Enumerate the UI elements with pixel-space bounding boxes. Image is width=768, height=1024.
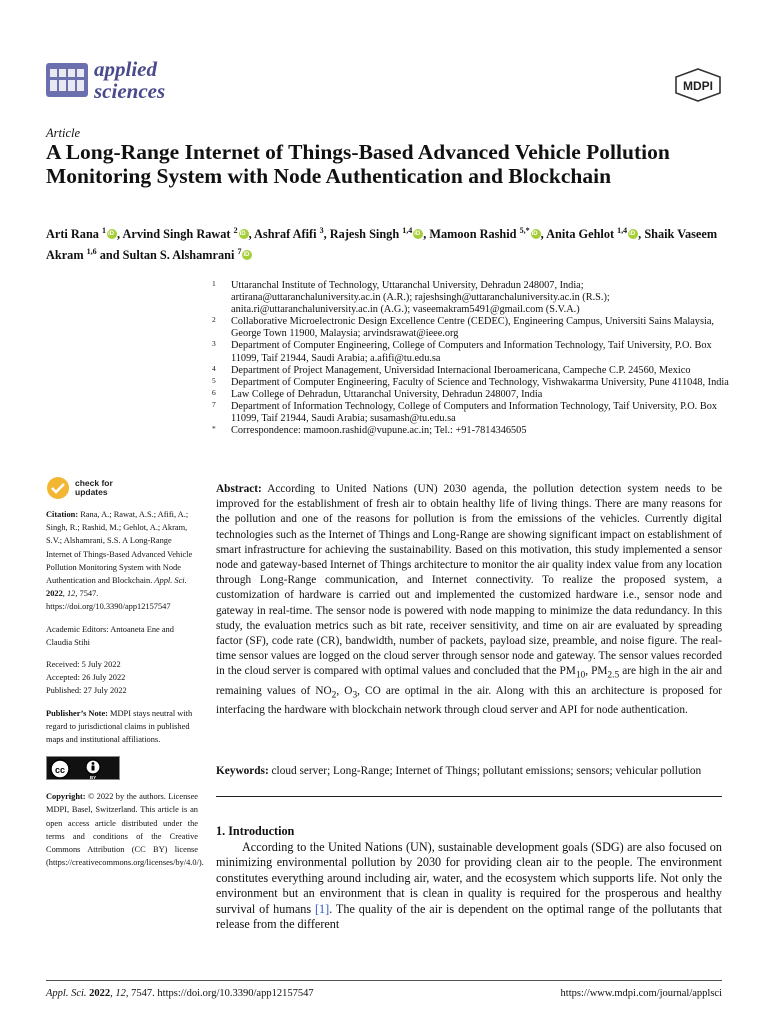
author-affil-sup: 2 xyxy=(233,226,238,235)
mdpi-logo-text: MDPI xyxy=(683,79,713,93)
publisher-note xyxy=(46,707,198,747)
orcid-icon[interactable] xyxy=(413,229,423,239)
pm10-subscript: 10 xyxy=(575,670,586,681)
received-date: Received: 5 July 2022 xyxy=(46,660,121,670)
affiliation-number: 7 xyxy=(212,399,216,409)
author-name[interactable]: Ashraf Afifi xyxy=(254,227,317,242)
dates-block xyxy=(46,658,198,698)
check-for-updates-line2: updates xyxy=(75,487,108,497)
article-sidebar xyxy=(46,476,204,869)
citation-journal: Appl. Sci. xyxy=(154,576,187,586)
citation-label: Citation: xyxy=(46,510,79,519)
affiliation-text: Collaborative Microelectronic Design Excellence Centre (CEDEC), Engineering Campus, Universiti Sains Malaysia, George Town 11900, Malaysia; arvindsrawat@ieee.org xyxy=(231,316,714,340)
affiliation-list xyxy=(212,280,732,437)
footer-citation: Appl. Sci. 2022, 12, 7547. https://doi.org/10.3390/app12157547 xyxy=(46,988,314,999)
cc-by-icon xyxy=(47,757,121,781)
citation-doi[interactable]: , 7547. https://doi.org/10.3390/app12157547 xyxy=(46,589,171,612)
correspondence-text: Correspondence: mamoon.rashid@vupune.ac.in; Tel.: +91-7814346505 xyxy=(231,425,527,437)
affiliation-number: * xyxy=(212,424,216,434)
abstract-section xyxy=(216,482,722,719)
author-affil-sup: 5,* xyxy=(519,226,530,235)
affiliation-text: Department of Information Technology, College of Computers and Information Technology, Taif University, P.O. Box 11099, Taif 21944, Saudi Arabia; susamash@tu.edu.sa xyxy=(231,400,717,425)
svg-text:cc: cc xyxy=(54,765,66,776)
orcid-icon[interactable] xyxy=(531,229,541,239)
cc-by-license-badge[interactable] xyxy=(46,756,120,780)
publisher-note-text: MDPI stays neutral with regard to jurisdictional claims in published maps and institutional affiliations. xyxy=(46,708,193,745)
introduction-paragraph xyxy=(216,840,722,932)
page-header xyxy=(46,58,726,108)
affiliation-item xyxy=(212,340,732,364)
citation-block: Citation: Rana, A.; Rawat, A.S.; Afifi, A.; Singh, R.; Rashid, M.; Gehlot, A.; Akram, S.V.; Alshamrani, S.S. A Long-Range Internet of Things-Based Advanced Vehicle Pollution Monitoring System with Node Authentication and Blockchain. Appl. Sci. 2022, 12, 7547. https://doi.org/10.3390/app12157547 xyxy=(46,510,193,612)
author-name[interactable]: Arvind Singh Rawat xyxy=(122,227,231,242)
affiliation-text: Department of Project Management, Universidad Internacional Iberoamericana, Campeche C.P. 24560, Mexico xyxy=(231,364,691,376)
abstract-text: are high in the air and remaining values of NO xyxy=(216,665,722,697)
author-list: Arti Rana $^1$iD , Arvind Singh Rawat $^2$iD , Ashraf Afifi $^3$, Rajesh Singh $^{1,4}$iD , Mamoon Rashid $^{5,*}$iD , Anita Gehlot $^{1,4}$iD , Shaik Vaseem Akram $^{1,6}$ and Sultan S. Alshamrani $^7$iD xyxy=(46,222,736,264)
affiliation-number: 6 xyxy=(212,387,216,397)
affiliation-text: Department of Computer Engineering, College of Computers and Information Technology, Taif University, P.O. Box 11099, Taif 21944, Saudi Arabia; a.afifi@tu.edu.sa xyxy=(231,340,712,364)
svg-text:BY: BY xyxy=(89,775,97,781)
publisher-note-label: Publisher’s Note: xyxy=(46,708,108,718)
affiliation-number: 1 xyxy=(212,279,216,288)
affiliation-number: 4 xyxy=(212,363,216,373)
affiliation-text: Law College of Dehradun, Uttaranchal University, Dehradun 248007, India xyxy=(231,388,543,400)
footer-divider xyxy=(46,980,722,981)
abstract-label: Abstract: xyxy=(216,483,262,495)
journal-logo[interactable] xyxy=(46,58,165,102)
abstract-text: , PM xyxy=(585,665,608,678)
affiliation-number: 3 xyxy=(212,339,216,349)
footer-journal-url[interactable]: https://www.mdpi.com/journal/applsci xyxy=(560,988,722,999)
author-affil-sup: 1 xyxy=(102,226,107,235)
pm25-subscript: 2.5 xyxy=(607,670,620,681)
author-name[interactable]: Arti Rana xyxy=(46,227,99,242)
keywords-label: Keywords: xyxy=(216,765,269,777)
mdpi-logo-icon[interactable] xyxy=(674,68,722,102)
check-for-updates-button[interactable] xyxy=(46,476,198,500)
affiliation-text: Department of Computer Engineering, Faculty of Science and Technology, Vishwakarma University, Pune 411048, India xyxy=(231,376,729,388)
abstract-text: , CO are optimal in the air. Along with this an architecture is proposed for interfacing the hardware with blockchain network through cloud server and API for node authentication. xyxy=(216,684,723,717)
affiliation-item xyxy=(212,316,732,340)
affiliation-item xyxy=(212,401,732,425)
author-name[interactable]: Shaik Vaseem Akram xyxy=(46,227,718,263)
orcid-icon[interactable] xyxy=(242,250,252,260)
affiliation-item xyxy=(212,365,732,377)
copyright-label: Copyright: xyxy=(46,792,86,802)
author-name[interactable]: Sultan S. Alshamrani xyxy=(122,248,235,263)
affiliation-item xyxy=(212,389,732,401)
copyright-text: © 2022 by the authors. Licensee MDPI, Basel, Switzerland. This article is an open access article distributed under the terms and conditions of the Creative Commons Attribution (CC BY) license (https://creativecommons.org/licenses/by/4.0/). xyxy=(46,792,204,868)
citation-text: Rana, A.; Rawat, A.S.; Afifi, A.; Singh, R.; Rashid, M.; Gehlot, A.; Akram, S.V.; Alshamrani, S.S. A Long-Range Internet of Things-Based Advanced Vehicle Pollution Monitoring System with Node Authentication and Blockchain. xyxy=(46,510,193,586)
keywords-text: cloud server; Long-Range; Internet of Things; pollutant emissions; sensors; vehicular pollution xyxy=(271,765,702,777)
article-title: A Long-Range Internet of Things-Based Advanced Vehicle Pollution Monitoring System with Node Authentication and Blockchain xyxy=(46,140,670,188)
copyright-block xyxy=(46,790,204,869)
article-type-label: Article xyxy=(46,126,81,140)
check-for-updates-icon xyxy=(46,476,70,500)
author-name[interactable]: Rajesh Singh xyxy=(329,227,400,242)
affiliation-number: 5 xyxy=(212,375,216,385)
correspondence-item xyxy=(212,425,732,437)
published-date: Published: 27 July 2022 xyxy=(46,686,127,696)
journal-name-line1: applied xyxy=(94,57,157,81)
orcid-icon[interactable] xyxy=(107,229,117,239)
introduction-text: According to the United Nations (UN), sustainable development goals (SDG) are also focused on minimizing environmental pollution by 2030 for providing clean air to the people. The environment constitutes everything around including air, water, and the ecosystem which supports life. Not only the environment but an environment that is clean in quality is required for the prosperous and healthy survival of humans xyxy=(216,840,722,916)
o3-subscript: 3 xyxy=(352,690,358,701)
author-connector: and xyxy=(99,248,120,263)
footer-journal: Appl. Sci. xyxy=(46,988,87,999)
accepted-date: Accepted: 26 July 2022 xyxy=(46,673,126,683)
footer-volume: 12 xyxy=(115,988,126,999)
footer-doi-link[interactable]: , 7547. https://doi.org/10.3390/app12157547 xyxy=(125,988,314,999)
author-affil-sup: 1,6 xyxy=(86,247,97,257)
orcid-icon[interactable] xyxy=(239,229,249,239)
journal-emblem-icon xyxy=(46,63,88,97)
affiliation-item xyxy=(212,377,732,389)
check-for-updates-line1: check for xyxy=(75,478,113,488)
abstract-text: , O xyxy=(336,684,353,697)
author-affil-sup: 1,4 xyxy=(617,226,628,235)
check-for-updates-label xyxy=(75,479,113,497)
affiliation-item xyxy=(212,280,732,316)
author-name[interactable]: Mamoon Rashid xyxy=(429,227,517,242)
footer-year: 2022 xyxy=(89,988,111,999)
introduction-heading: 1. Introduction xyxy=(216,824,295,838)
author-affil-sup: 7 xyxy=(237,247,242,257)
citation-link[interactable]: [1] xyxy=(315,901,330,916)
section-divider xyxy=(216,796,722,797)
author-name[interactable]: Anita Gehlot xyxy=(546,227,615,242)
orcid-icon[interactable] xyxy=(628,229,638,239)
affiliation-number: 2 xyxy=(212,315,216,325)
journal-name-line2: sciences xyxy=(94,79,166,103)
journal-name xyxy=(94,58,165,102)
abstract-text: According to United Nations (UN) 2030 agenda, the pollution detection system needs to be improved for the establishment of fresh air to obtain healthy life of living things. There are many reasons for the pollution and one of the reasons for pollution is from the emissions of the vehicles. Currently digital technologies such as the Internet of Things and Long-Range are showing significant impact on establishment of smart infrastructure for achieving the sustainability. Based on this motivation, this study implemented a sensor node and gateway-based Internet of Things architecture to monitor the air quality index value from any location through Long-Range communication, and Internet connectivity. To realize the proposed system, a customization of hardware is carried out and implemented the customized hardware i.e., sensor node and gateway in real-time. The sensor node is powered with node mapping to minimize the data redundancy. In this study, the evaluation metrics such as bit rate, receiver sensitivity, and time on air are evaluated by spreading factor (SF), code rate (CR), bandwidth, number of packets, payload size, preamble, and noise figure. The real-time sensor values are logged on the cloud server through sensor node and gateway. The sensor values recorded in the cloud server is compared with optimal values and concluded that the PM xyxy=(216,483,723,678)
keywords-section xyxy=(216,764,722,779)
academic-editors: Academic Editors: Antoaneta Ene and Claudia Stihi xyxy=(46,624,174,647)
no2-subscript: 2 xyxy=(331,690,337,701)
citation-volume: 12 xyxy=(66,589,76,599)
author-affil-sup: 3 xyxy=(319,226,324,235)
citation-year: 2022 xyxy=(46,589,63,599)
affiliation-text: Uttaranchal Institute of Technology, Uttaranchal University, Dehradun 248007, India; artirana@uttaranchaluniversity.ac.in (A.R.); rajeshsingh@uttaranchaluniversity.ac.in (R.S.); anita.ri@uttaranchaluniversity.ac.in (A.G.); vaseemakram5491@gmail.com (S.V.A.) xyxy=(231,280,610,316)
introduction-text: . The quality of the air is dependent on the optimal range of the pollutants that release from the different xyxy=(216,901,722,932)
author-affil-sup: 1,4 xyxy=(402,226,413,235)
